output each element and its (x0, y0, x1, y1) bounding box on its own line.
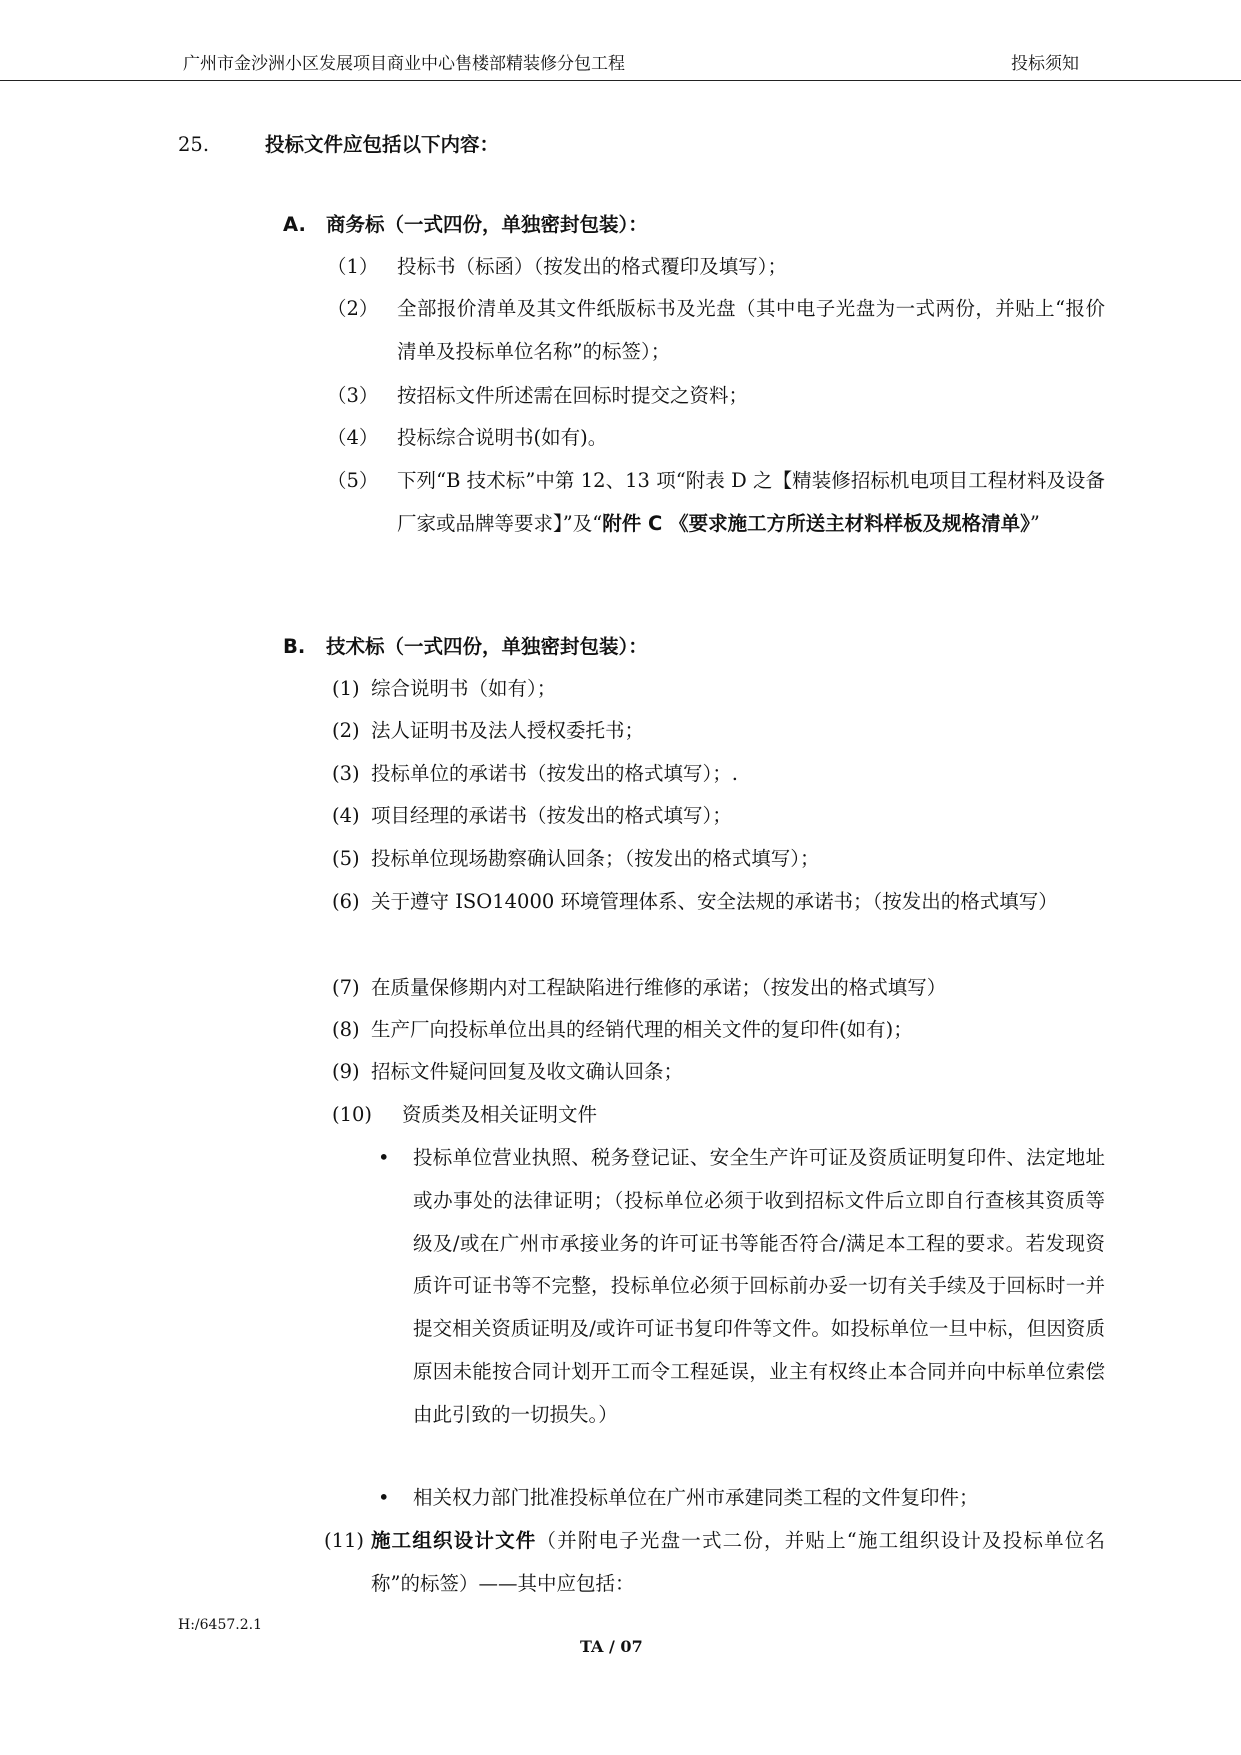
bullet-text: 相关权力部门批准投标单位在广州市承建同类工程的文件复印件； (413, 1486, 979, 1509)
bullet-symbol: • (378, 1146, 390, 1169)
list-item-number: （2） (327, 297, 379, 320)
list-item-number: （4） (327, 426, 379, 449)
list-item-number: (11) (324, 1529, 365, 1552)
footer-page-number: TA / 07 (580, 1637, 643, 1656)
list-item-text: 在质量保修期内对工程缺陷进行维修的承诺；（按发出的格式填写） (371, 976, 947, 999)
list-item-number: (3) (332, 762, 360, 785)
item-5-text-suffix: ” (1029, 511, 1040, 535)
list-item-text: 项目经理的承诺书（按发出的格式填写）； (371, 804, 732, 827)
section-a-letter: A. (283, 213, 306, 236)
list-item-number: （5） (327, 469, 379, 492)
list-item-text (371, 1520, 1105, 1606)
list-item-number: (10) (332, 1103, 373, 1126)
section-b-letter: B. (283, 635, 306, 658)
item-5-text-prefix: 下列“B 技术标”中第 12、13 项“附表 D 之【精装修招标机电项目工程材料及设备厂家或品牌等要求】”及“ (397, 469, 1105, 535)
list-item-number: （1） (327, 255, 379, 278)
list-item-text: 资质类及相关证明文件 (402, 1103, 598, 1126)
list-item-number: (2) (332, 719, 360, 742)
list-item-text: 生产厂向投标单位出具的经销代理的相关文件的复印件(如有)； (371, 1018, 913, 1041)
clause-number: 25. (178, 133, 210, 156)
item-11-text-bold: 施工组织设计文件 (371, 1529, 537, 1552)
list-item-number: (4) (332, 804, 360, 827)
list-item-text: 投标书（标函）（按发出的格式覆印及填写）； (397, 255, 788, 278)
clause-title: 投标文件应包括以下内容： (265, 133, 500, 156)
list-item-number: (6) (332, 890, 360, 913)
bullet-text: 投标单位营业执照、税务登记证、安全生产许可证及资质证明复印件、法定地址或办事处的法律证明；（投标单位必须于收到招标文件后立即自行查核其资质等级及/或在广州市承接业务的许可证书等能否符合/满足本工程的要求。若发现资质许可证书等不完整，投标单位必须于回标前办妥一切有关手续及于回标时一并提交相关资质证明及/或许可证书复印件等文件。如投标单位一旦中标，但因资质原因未能按合同计划开工而令工程延误，业主有权终止本合同并向中标单位索偿由此引致的一切损失。） (413, 1146, 1105, 1426)
item-5-text-bold: 附件 C 《要求施工方所送主材料样板及规格清单》 (602, 511, 1030, 535)
list-item-number: （3） (327, 384, 379, 407)
list-item-text: 按招标文件所述需在回标时提交之资料； (397, 384, 749, 407)
list-item-number: (8) (332, 1018, 360, 1041)
section-b-title: 技术标（一式四份，单独密封包装）： (326, 635, 648, 658)
list-item-text: 综合说明书（如有）； (371, 677, 557, 700)
list-item-text (397, 460, 1105, 546)
list-item-number: (7) (332, 976, 360, 999)
footer-file-ref: H:/6457.2.1 (178, 1617, 262, 1633)
item-11-text-rest: （并附电子光盘一式二份，并贴上“施工组织设计及投标单位名称”的标签）——其中应包括： (371, 1529, 1105, 1595)
section-a-title: 商务标（一式四份，单独密封包装）： (326, 213, 648, 236)
list-item-text: 全部报价清单及其文件纸版标书及光盘（其中电子光盘为一式两份，并贴上“报价清单及投标单位名称”的标签）； (397, 297, 1105, 363)
list-item-number: (1) (332, 677, 360, 700)
list-item-text: 投标单位现场勘察确认回条；（按发出的格式填写）； (371, 847, 820, 870)
list-item-number: (5) (332, 847, 360, 870)
header-project-title: 广州市金沙洲小区发展项目商业中心售楼部精装修分包工程 (183, 54, 625, 74)
list-item-text: 关于遵守 ISO14000 环境管理体系、安全法规的承诺书；（按发出的格式填写） (371, 890, 1058, 913)
list-item-number: (9) (332, 1060, 360, 1083)
list-item-text: 法人证明书及法人授权委托书； (371, 719, 645, 742)
list-item-text: 招标文件疑问回复及收文确认回条； (371, 1060, 684, 1083)
header-divider (0, 80, 1241, 81)
bullet-symbol: • (378, 1486, 390, 1509)
list-item-text: 投标综合说明书(如有)。 (397, 426, 608, 449)
header-section-title: 投标须知 (1011, 54, 1079, 74)
list-item-text: 投标单位的承诺书（按发出的格式填写）；. (371, 762, 738, 785)
